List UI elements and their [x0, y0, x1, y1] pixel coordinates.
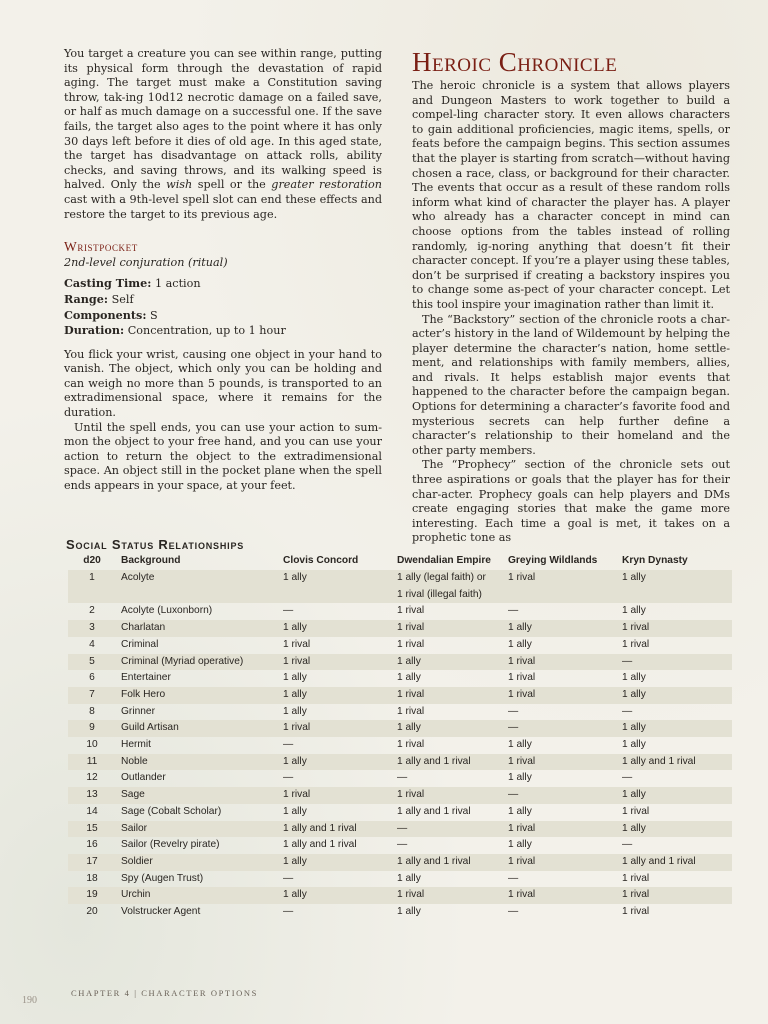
table-cell: 1 ally [622, 720, 732, 737]
table-cell: 1 ally [283, 570, 397, 587]
table-cell: — [508, 720, 622, 737]
table-cell: 1 rival [283, 654, 397, 671]
table-cell: 1 rival (illegal faith) [397, 587, 508, 604]
table-cell: 18 [86, 872, 98, 884]
table-cell: 1 ally and 1 rival [397, 805, 471, 817]
table-cell: 1 ally [508, 638, 532, 650]
table-cell: 4 [89, 638, 95, 650]
table-cell: Hermit [121, 739, 151, 751]
table-cell: 1 ally [508, 805, 532, 817]
table-cell: 15 [68, 821, 116, 838]
table-cell: 13 [68, 787, 116, 804]
table-header-greying-wildlands: Greying Wildlands [508, 555, 598, 566]
table-row [68, 704, 732, 721]
table-cell [622, 587, 732, 604]
table-cell: 1 rival [283, 638, 311, 650]
table-cell: 17 [68, 854, 116, 871]
table-cell: 8 [89, 705, 95, 717]
table-row [68, 837, 732, 854]
table-cell: Sailor (Revelry pirate) [121, 839, 220, 851]
table-cell: Criminal (Myriad operative) [116, 654, 283, 671]
spell-name: Wristpocket [64, 239, 138, 255]
table-cell: 1 rival [283, 787, 397, 804]
table-cell: Acolyte [116, 570, 283, 587]
table-cell: 1 ally [283, 672, 307, 684]
table-cell: 1 ally [622, 739, 646, 751]
spell-duration: Duration: Concentration, up to 1 hour [64, 323, 286, 338]
table-cell: 9 [68, 720, 116, 737]
table-cell: 1 ally [397, 720, 508, 737]
table-cell: 1 rival [622, 906, 650, 918]
table-cell: — [622, 839, 633, 851]
table-cell: Noble [116, 754, 283, 771]
table-cell: 1 ally [622, 672, 646, 684]
table-cell: 1 ally [397, 672, 421, 684]
table-row [68, 887, 732, 904]
table-cell: 1 ally [283, 805, 307, 817]
table-row [68, 687, 732, 704]
table-cell: 1 ally [622, 787, 732, 804]
table-cell: 1 rival [508, 570, 622, 587]
table-header-row [68, 555, 732, 570]
table-header-d20: d20 [83, 555, 101, 566]
table-cell: 1 ally [283, 754, 397, 771]
table-cell: Urchin [116, 887, 283, 904]
table-cell: Soldier [116, 854, 283, 871]
social-status-table [68, 555, 732, 921]
table-cell: 7 [68, 687, 116, 704]
table-cell: 1 ally [283, 687, 397, 704]
table-cell: 3 [68, 620, 116, 637]
table-cell: — [508, 872, 519, 884]
table-cell: 1 ally [622, 821, 732, 838]
table-cell: 1 rival [622, 887, 732, 904]
table-cell: — [397, 839, 408, 851]
page-number: 190 [22, 995, 37, 1006]
table-cell: 1 ally (legal faith) or [397, 570, 508, 587]
table-cell: 1 ally and 1 rival [397, 754, 508, 771]
table-cell: — [508, 705, 519, 717]
body-paragraph-2: The “Backstory” section of the chronicle roots a char-acter’s history in the land of Wildemount by helping the player determine the character’s nation, home settle-ment, and relationships with family members, allies, and rivals. It helps establish major events that happened to the character before the campaign began. Options for determining a character’s favorite food and mysterious secrets can help further define a character’s relationship to their homeland and the other party members. [412, 312, 730, 457]
table-row [68, 720, 732, 737]
table-cell: — [283, 872, 294, 884]
table-row [68, 620, 732, 637]
table-cell: Spy (Augen Trust) [121, 872, 204, 884]
table-cell: — [283, 605, 294, 617]
table-cell: — [508, 906, 519, 918]
table-cell: 20 [86, 906, 98, 918]
table-row [68, 637, 732, 654]
table-cell: 1 rival [508, 887, 622, 904]
table-cell: — [397, 821, 508, 838]
table-cell: Outlander [121, 772, 166, 784]
table-cell: Acolyte (Luxonborn) [121, 605, 213, 617]
table-cell: Criminal [121, 638, 159, 650]
table-cell: 1 ally [283, 705, 307, 717]
table-row [68, 654, 732, 671]
table-row [68, 737, 732, 754]
table-cell: 1 rival [397, 739, 425, 751]
table-row [68, 871, 732, 888]
table-row [68, 754, 732, 771]
table-cell: 2 [89, 605, 95, 617]
table-cell: Volstrucker Agent [121, 906, 201, 918]
table-body [68, 570, 732, 921]
table-row [68, 904, 732, 921]
table-cell: 1 rival [622, 638, 650, 650]
table-cell: 1 rival [283, 720, 397, 737]
table-cell: 1 rival [397, 620, 508, 637]
table-header-kryn-dynasty: Kryn Dynasty [622, 555, 688, 566]
spell-description-1: You flick your wrist, causing one object in your hand to vanish. The object, which only you can be holding and can weigh no more than 5 pounds, is transported to an extradimensional space, where it remains for the duration. [64, 347, 382, 420]
table-cell: 1 ally and 1 rival [622, 854, 732, 871]
table-cell: 1 rival [397, 787, 508, 804]
right-column [412, 47, 730, 546]
table-cell: 1 rival [508, 687, 622, 704]
table-cell: — [283, 772, 294, 784]
table-cell: 1 ally and 1 rival [622, 754, 732, 771]
table-cell: 1 ally [508, 620, 622, 637]
body-paragraph-1: The heroic chronicle is a system that allows players and Dungeon Masters to work together to build a compel-ling character story. It even allows characters to gain additional proficiencies, magic items, spells, or feats before the campaign begins. This section assumes that the player is starting from scratch—without having chosen a race, class, or background for their character. The events that occur as a result of these random rolls inform what kind of character the player has. A player who already has a character concept in mind can choose options from the tables instead of rolling randomly, ig-noring anything that doesn’t fit their character concept. If you’re a player using these tables, don’t be surprised if creating a backstory inspires you to change some as-pect of your character concept. Let this tool inspire your imagination rather than limit it. [412, 79, 730, 311]
table-cell: — [508, 787, 622, 804]
table-cell [508, 587, 622, 604]
table-cell [283, 587, 397, 604]
table-cell: Grinner [121, 705, 155, 717]
table-cell: 1 rival [508, 821, 622, 838]
table-cell: 1 ally [622, 570, 732, 587]
table-cell: 1 ally [283, 887, 397, 904]
table-row [68, 804, 732, 821]
table-cell: 1 ally [622, 687, 732, 704]
table-cell: 1 rival [622, 620, 732, 637]
table-cell: 1 rival [508, 654, 622, 671]
table-cell: 1 ally [283, 620, 397, 637]
table-cell: Folk Hero [116, 687, 283, 704]
table-header-dwendalian-empire: Dwendalian Empire [397, 555, 491, 566]
table-cell: — [622, 772, 633, 784]
table-header-background: Background [121, 555, 181, 566]
table-cell: 1 rival [508, 672, 536, 684]
table-cell: 1 ally [508, 739, 532, 751]
table-cell: 14 [86, 805, 98, 817]
table-cell: 11 [68, 754, 116, 771]
table-cell [116, 587, 283, 604]
table-cell: 1 rival [397, 687, 508, 704]
table-row [68, 821, 732, 838]
table-cell: 1 rival [508, 854, 622, 871]
table-cell: Sage (Cobalt Scholar) [121, 805, 222, 817]
table-cell: 1 ally and 1 rival [283, 821, 397, 838]
table-cell: 1 ally and 1 rival [397, 854, 508, 871]
table-cell: — [283, 906, 294, 918]
table-cell: 1 ally [283, 854, 397, 871]
table-cell: — [622, 705, 633, 717]
table-cell: 16 [86, 839, 98, 851]
table-cell: Sage [116, 787, 283, 804]
table-cell: 19 [68, 887, 116, 904]
table-cell: 1 ally and 1 rival [283, 839, 357, 851]
table-cell: 1 rival [622, 805, 650, 817]
spell-casting-time: Casting Time: 1 action [64, 276, 201, 291]
table-cell: Guild Artisan [116, 720, 283, 737]
table-row [68, 570, 732, 587]
table-header-clovis-concord: Clovis Concord [283, 555, 359, 566]
table-cell: 1 rival [397, 887, 508, 904]
table-cell: 1 ally [622, 605, 646, 617]
spell-description-2: Until the spell ends, you can use your action to sum-mon the object to your free hand, and you can use your action to return the object to the extradimensional space. An object still in the pocket plane when the spell ends appears in your space, at your feet. [64, 420, 382, 493]
table-cell: 1 ally [508, 772, 532, 784]
table-row [68, 587, 732, 604]
body-paragraph-3: The “Prophecy” section of the chronicle sets out three aspirations or goals that the player has for their char-acter. Prophecy goals can help players and DMs create engaging stories that make the game more interesting. Each time a goal is met, it takes on a prophetic tone as [412, 458, 730, 545]
spell-level: 2nd-level conjuration (ritual) [64, 255, 228, 269]
table-cell: 1 ally [397, 654, 508, 671]
table-cell: — [397, 772, 408, 784]
table-cell: 1 ally [397, 906, 421, 918]
table-row [68, 787, 732, 804]
spell-components: Components: S [64, 307, 158, 322]
table-cell: 1 [68, 570, 116, 587]
chapter-footer: CHAPTER 4 | CHARACTER OPTIONS [71, 988, 258, 998]
left-column [64, 47, 382, 494]
section-heading: Heroic Chronicle [412, 47, 618, 77]
table-row [68, 670, 732, 687]
table-cell: 6 [89, 672, 95, 684]
table-cell: 1 rival [397, 605, 425, 617]
table-title: Social Status Relationships [66, 537, 245, 552]
table-cell: — [283, 739, 294, 751]
table-cell: 1 ally [508, 839, 532, 851]
table-cell: Charlatan [116, 620, 283, 637]
table-cell: 5 [68, 654, 116, 671]
table-cell: — [622, 654, 732, 671]
table-cell: 1 rival [397, 705, 425, 717]
table-cell [68, 587, 116, 604]
table-cell: Sailor [116, 821, 283, 838]
table-cell: 1 rival [622, 872, 650, 884]
table-cell: 12 [86, 772, 98, 784]
table-cell: 1 ally [397, 872, 421, 884]
table-cell: — [508, 605, 519, 617]
spell-range: Range: Self [64, 291, 134, 306]
table-cell: 10 [86, 739, 98, 751]
spell-continuation-text: You target a creature you can see within range, putting its physical form through the devastation of rapid aging. The target must make a Constitution saving throw, tak-ing 10d12 necrotic damage on a failed save, or half as much damage on a successful one. If the save fails, the target also ages to the point where it has only 30 days left before it dies of old age. In this aged state, the target has disadvantage on attack rolls, ability checks, and saving throws, and its walking speed is halved. Only the wish spell or the greater restoration cast with a 9th-level spell slot can end these effects and restore the target to its previous age. [64, 47, 382, 221]
table-cell: 1 rival [397, 638, 425, 650]
table-row [68, 854, 732, 871]
table-cell: Entertainer [121, 672, 171, 684]
table-row [68, 770, 732, 787]
table-row [68, 603, 732, 620]
table-cell: 1 rival [508, 754, 622, 771]
